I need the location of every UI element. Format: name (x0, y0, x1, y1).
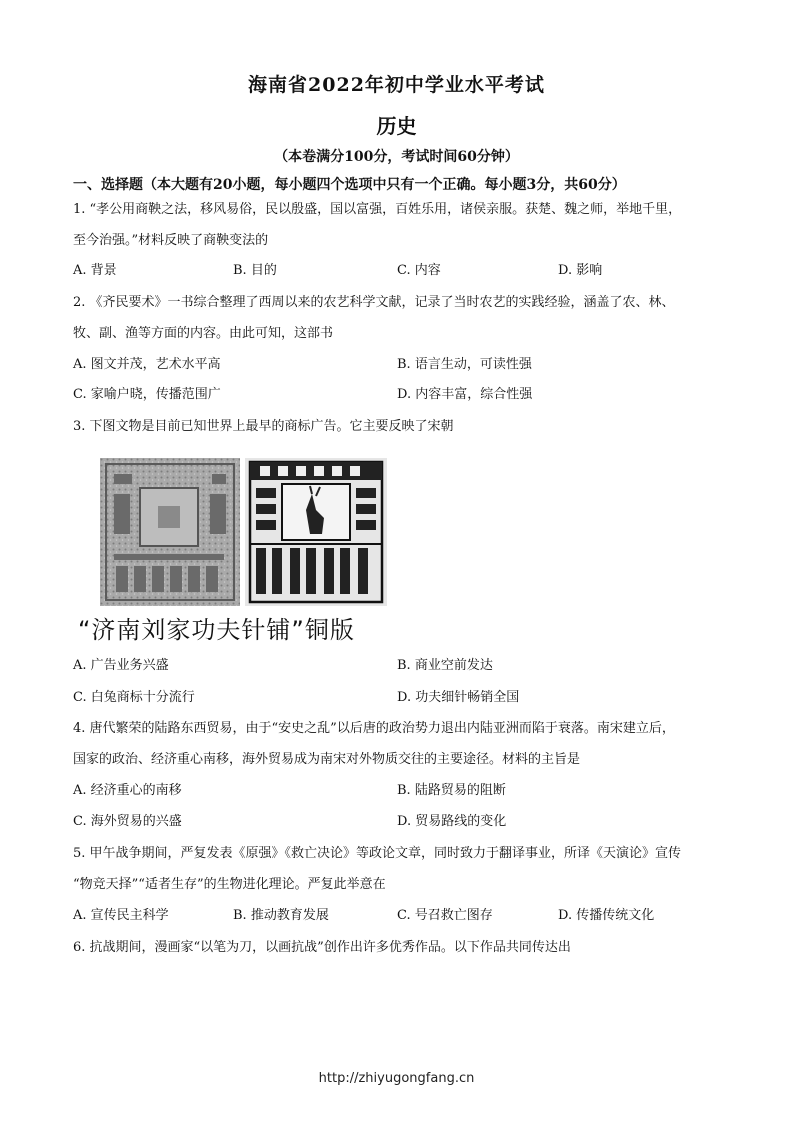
subject-title: 历史 (376, 114, 417, 138)
footer-url: http://zhiyugongfang.cn (318, 1071, 475, 1086)
q1-option-d: D. 影响 (558, 263, 603, 278)
q4-option-b: B. 陆路贸易的阻断 (397, 783, 506, 798)
exam-title: 海南省2022年初中学业水平考试 (248, 74, 545, 96)
q5-stem-line2: “物竞天择”“适者生存”的生物进化理论。严复此举意在 (73, 877, 386, 892)
q2-option-a: A. 图文并茂，艺术水平高 (73, 357, 221, 372)
q3-option-b: B. 商业空前发达 (397, 658, 493, 673)
image-caption: “济南刘家功夫针铺”铜版 (78, 616, 355, 644)
q5-stem-line1: 5. 甲午战争期间，严复发表《原强》《救亡决论》等政论文章，同时致力于翻译事业，所译《天演论》宣传 (73, 846, 682, 861)
section-heading: 一、选择题（本大题有20小题，每小题四个选项中只有一个正确。每小题3分，共60分） (73, 177, 626, 193)
q5-option-a: A. 宣传民主科学 (73, 908, 169, 923)
q2-option-b: B. 语言生动，可读性强 (397, 357, 532, 372)
q5-option-d: D. 传播传统文化 (558, 908, 655, 923)
q4-option-a: A. 经济重心的南移 (73, 783, 182, 798)
q1-stem-line1: 1. “孝公用商鞅之法，移风易俗，民以殷盛，国以富强，百姓乐用，诸侯亲服。获楚、魏之师，举地千里， (73, 202, 682, 217)
q5-option-b: B. 推动教育发展 (233, 908, 329, 923)
q4-option-d: D. 贸易路线的变化 (397, 814, 507, 829)
q3-option-c: C. 白兔商标十分流行 (73, 690, 195, 705)
q2-option-d: D. 内容丰富，综合性强 (397, 387, 533, 402)
q4-option-c: C. 海外贸易的兴盛 (73, 814, 182, 829)
q1-option-a: A. 背景 (73, 263, 117, 278)
q3-option-a: A. 广告业务兴盛 (73, 658, 169, 673)
q4-stem-line2: 国家的政治、经济重心南移，海外贸易成为南宋对外物质交往的主要途径。材料的主旨是 (73, 752, 581, 767)
exam-note: （本卷满分100分，考试时间60分钟） (274, 149, 519, 165)
bronze-plate-image (100, 458, 387, 606)
q3-stem-line1: 3. 下图文物是目前已知世界上最早的商标广告。它主要反映了宋朝 (73, 419, 454, 434)
q1-stem-line2: 至今治强。”材料反映了商鞅变法的 (73, 233, 269, 248)
q1-option-b: B. 目的 (233, 263, 277, 278)
q5-option-c: C. 号召救亡图存 (397, 908, 493, 923)
q4-stem-line1: 4. 唐代繁荣的陆路东西贸易，由于“安史之乱”以后唐的政治势力退出内陆亚洲而陷于衰落。南宋建立后， (73, 721, 675, 736)
q3-option-d: D. 功夫细针畅销全国 (397, 690, 520, 705)
q2-stem-line1: 2. 《齐民要术》一书综合整理了西周以来的农艺科学文献，记录了当时农艺的实践经验，涵盖了农、林、 (73, 295, 675, 310)
q2-stem-line2: 牧、副、渔等方面的内容。由此可知，这部书 (73, 326, 334, 341)
q2-option-c: C. 家喻户晓，传播范围广 (73, 387, 221, 402)
q6-stem-line1: 6. 抗战期间，漫画家“以笔为刀，以画抗战”创作出许多优秀作品。以下作品共同传达出 (73, 940, 571, 955)
q1-option-c: C. 内容 (397, 263, 441, 278)
